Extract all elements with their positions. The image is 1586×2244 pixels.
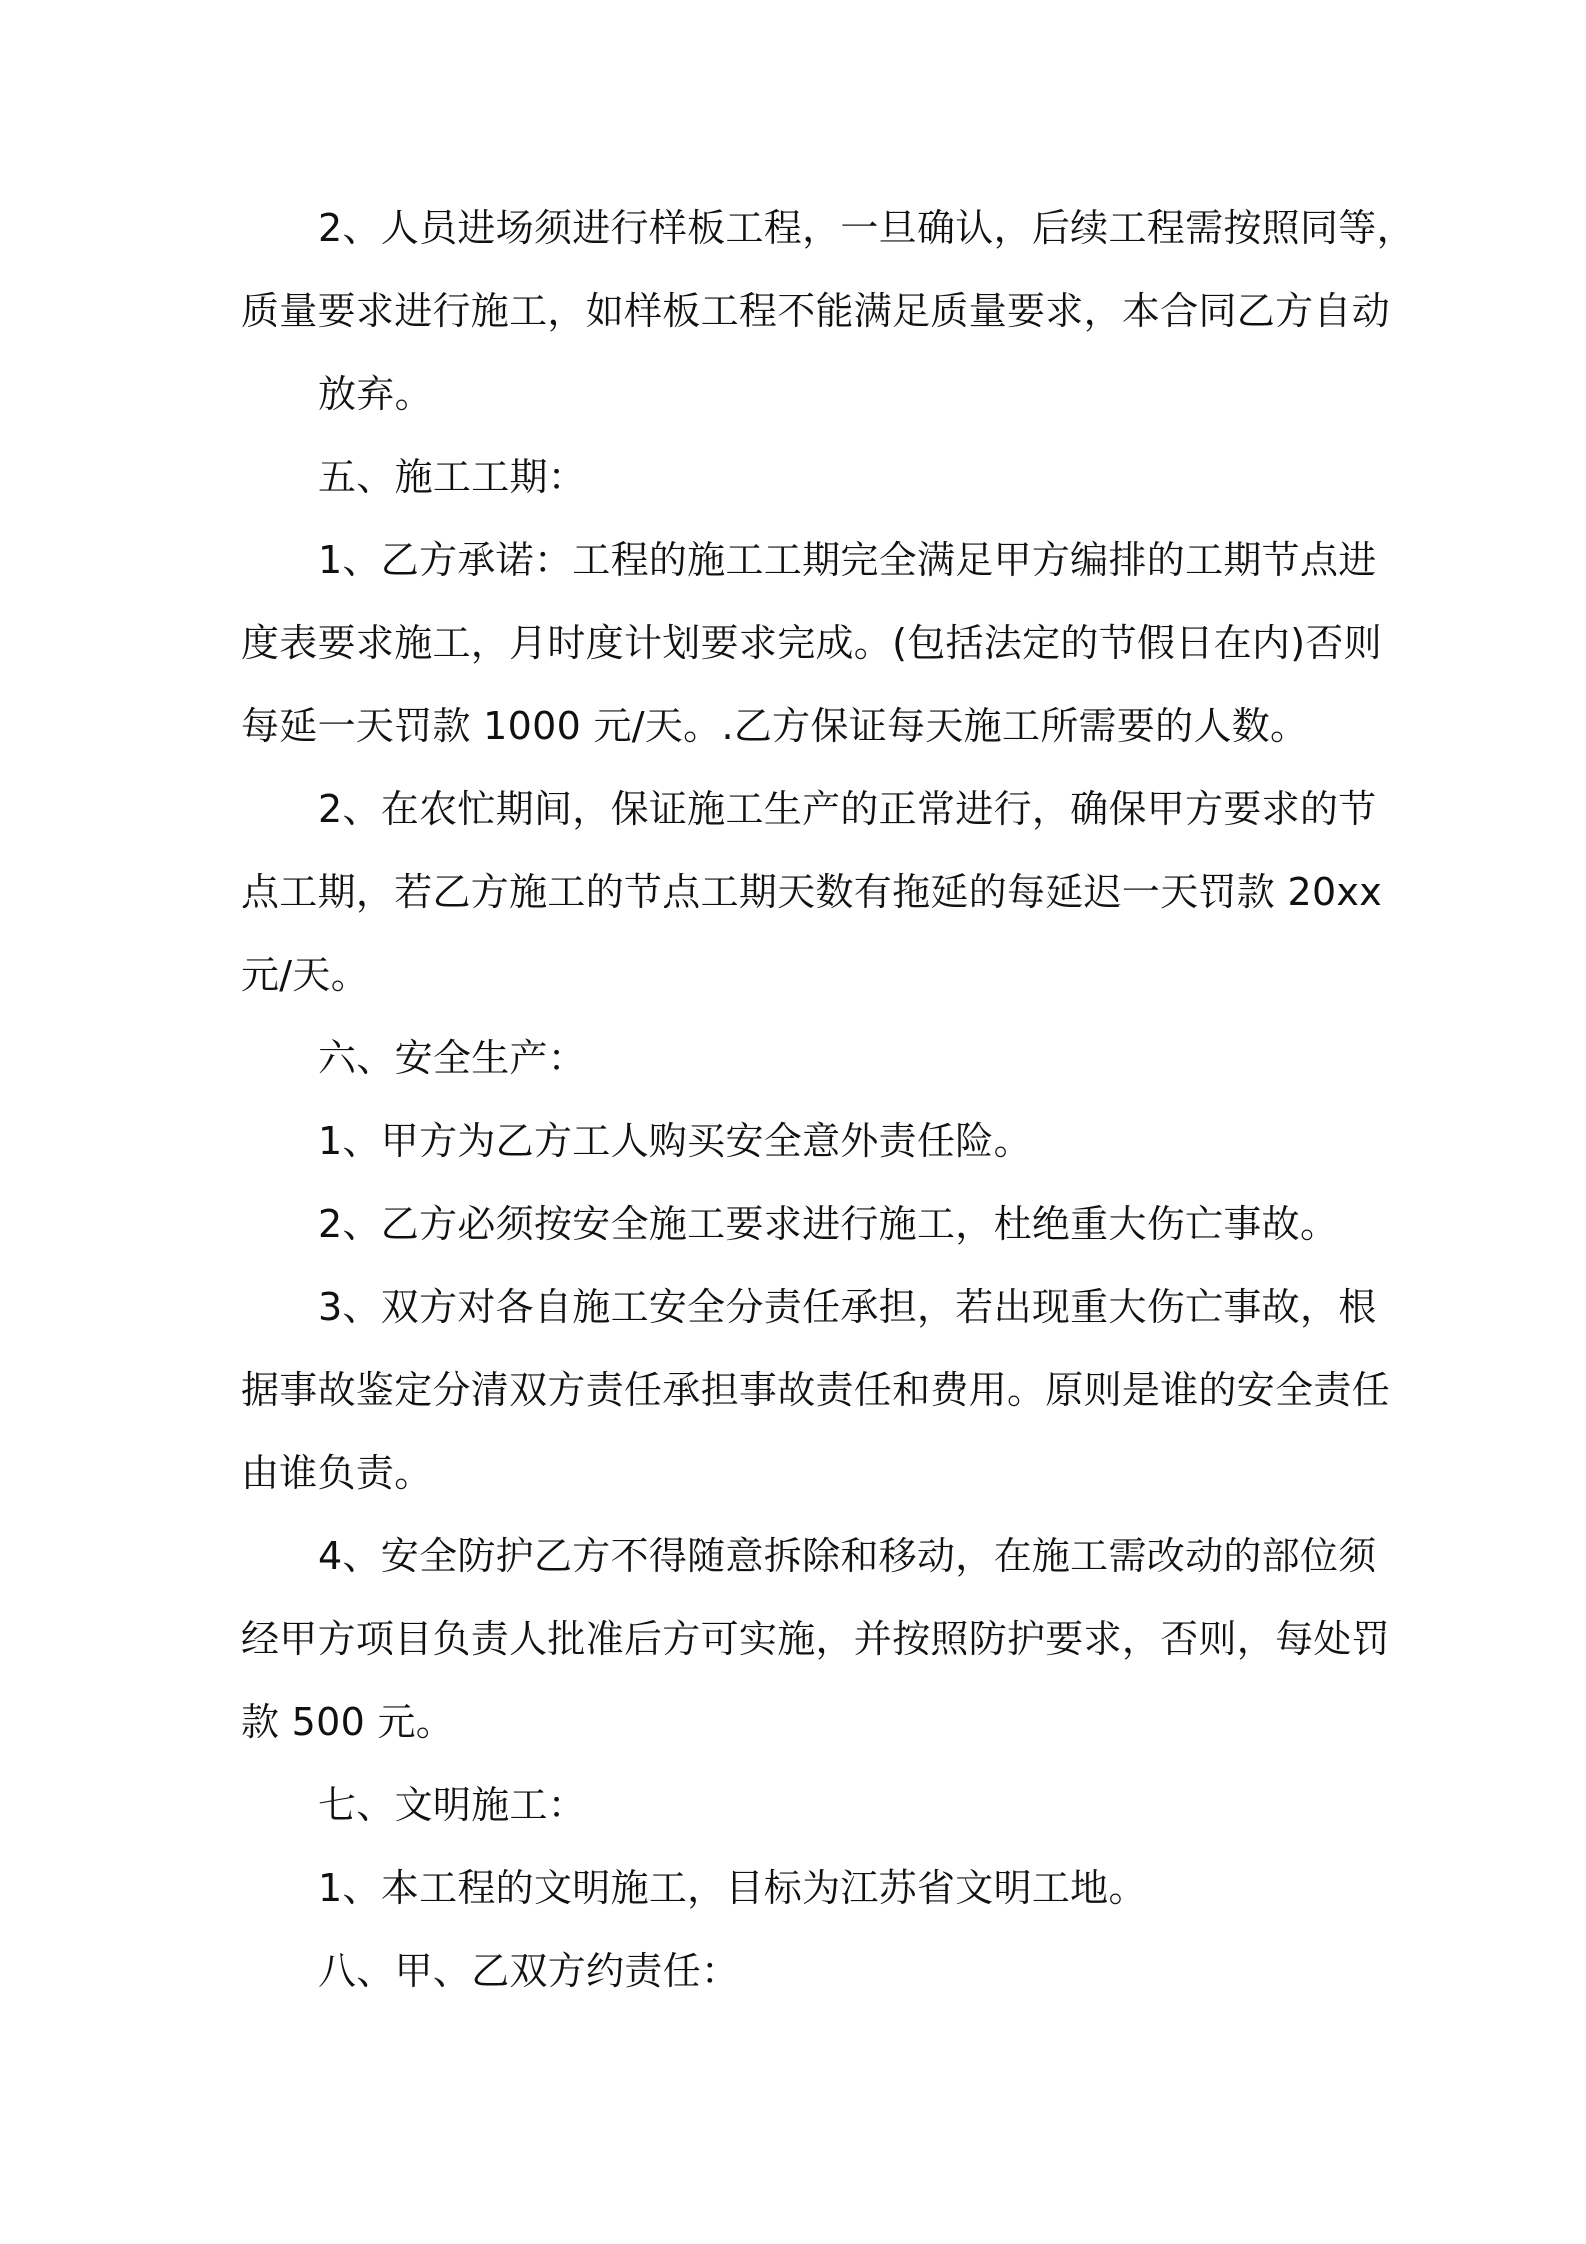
clause-4-2-line-3: 放弃。 — [318, 372, 433, 416]
clause-6-1-line-1: 1、甲方为乙方工人购买安全意外责任险。 — [318, 1119, 1032, 1163]
section-8-heading: 八、甲、乙双方约责任： — [318, 1949, 740, 1993]
clause-5-2-line-3: 元/天。 — [241, 953, 370, 997]
clause-6-4-line-3: 款 500 元。 — [241, 1700, 455, 1744]
clause-4-2-line-2: 质量要求进行施工，如样板工程不能满足质量要求，本合同乙方自动 — [241, 289, 1391, 333]
clause-6-3-line-1: 3、双方对各自施工安全分责任承担，若出现重大伤亡事故，根 — [318, 1285, 1377, 1329]
clause-6-3-line-2: 据事故鉴定分清双方责任承担事故责任和费用。原则是谁的安全责任 — [241, 1368, 1391, 1412]
clause-5-1-line-2: 度表要求施工，月时度计划要求完成。(包括法定的节假日在内)否则 — [241, 621, 1382, 665]
clause-5-2-line-2: 点工期，若乙方施工的节点工期天数有拖延的每延迟一天罚款 20xx — [241, 870, 1383, 914]
clause-7-1-line-1: 1、本工程的文明施工，目标为江苏省文明工地。 — [318, 1866, 1147, 1910]
section-5-heading: 五、施工工期： — [318, 455, 587, 499]
clause-4-2-line-1: 2、人员进场须进行样板工程，一旦确认，后续工程需按照同等， — [318, 206, 1415, 250]
clause-5-2-line-1: 2、在农忙期间，保证施工生产的正常进行，确保甲方要求的节 — [318, 787, 1377, 831]
section-6-heading: 六、安全生产： — [318, 1036, 587, 1080]
section-7-heading: 七、文明施工： — [318, 1783, 587, 1827]
clause-5-1-line-3: 每延一天罚款 1000 元/天。.乙方保证每天施工所需要的人数。 — [241, 704, 1309, 748]
clause-6-4-line-1: 4、安全防护乙方不得随意拆除和移动，在施工需改动的部位须 — [318, 1534, 1377, 1578]
clause-6-3-line-3: 由谁负责。 — [241, 1451, 433, 1495]
clause-6-2-line-1: 2、乙方必须按安全施工要求进行施工，杜绝重大伤亡事故。 — [318, 1202, 1339, 1246]
clause-6-4-line-2: 经甲方项目负责人批准后方可实施，并按照防护要求，否则，每处罚 — [241, 1617, 1391, 1661]
clause-5-1-line-1: 1、乙方承诺：工程的施工工期完全满足甲方编排的工期节点进 — [318, 538, 1377, 582]
